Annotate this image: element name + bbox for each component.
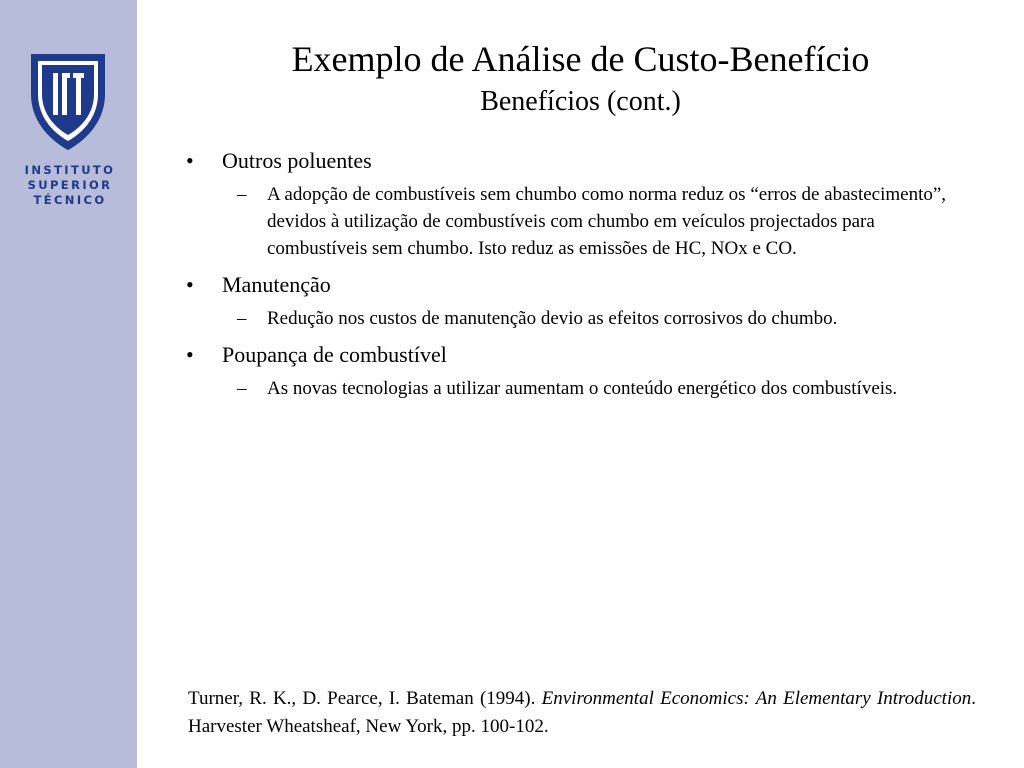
reference-publisher: . Harvester Wheatsheaf, New York, pp. 100-102. — [188, 688, 976, 737]
sub-bullet-item — [186, 181, 976, 262]
sub-bullet-text: Redução nos custos de manutenção devio as efeitos corrosivos do chumbo. — [267, 308, 838, 329]
slide-title: Exemplo de Análise de Custo-Benefício — [291, 39, 870, 79]
bullet-group — [186, 340, 976, 402]
reference-authors: Turner, R. K., D. Pearce, I. Bateman (1994). — [188, 688, 542, 709]
institution-line-1: INSTITUTO — [24, 163, 116, 177]
bullet-group — [186, 146, 976, 262]
bullet-marker: • — [186, 148, 194, 173]
bullet-item — [186, 270, 976, 300]
ist-shield-logo — [29, 52, 107, 152]
sub-bullet-item — [186, 375, 976, 402]
bullet-label: Outros poluentes — [222, 148, 372, 173]
bullet-item — [186, 340, 976, 370]
bullet-label: Manutenção — [222, 272, 331, 297]
slide-content — [186, 146, 976, 410]
sub-bullet-item — [186, 305, 976, 332]
dash-marker: – — [237, 184, 247, 205]
bullet-item — [186, 146, 976, 176]
bullet-marker: • — [186, 342, 194, 367]
institution-line-2: SUPERIOR — [27, 178, 113, 192]
reference-book-title: Environmental Economics: An Elementary Introduction — [541, 688, 972, 709]
reference-citation — [188, 685, 976, 741]
dash-marker: – — [237, 308, 247, 329]
bullet-group — [186, 270, 976, 332]
dash-marker: – — [237, 378, 247, 399]
institution-name — [0, 163, 137, 208]
bullet-marker: • — [186, 272, 194, 297]
sub-bullet-text: A adopção de combustíveis sem chumbo como norma reduz os “erros de abastecimento”, devidos à utilização de combustíveis com chumbo em veículos projectados para combustíveis sem chumbo. Isto reduz as emissões de HC, NOx e CO. — [267, 184, 947, 259]
institution-line-3: TÉCNICO — [33, 193, 107, 207]
sidebar — [0, 0, 137, 768]
bullet-label: Poupança de combustível — [222, 342, 447, 367]
sub-bullet-text: As novas tecnologias a utilizar aumentam o conteúdo energético dos combustíveis. — [267, 378, 898, 399]
slide-subtitle: Benefícios (cont.) — [480, 86, 681, 117]
